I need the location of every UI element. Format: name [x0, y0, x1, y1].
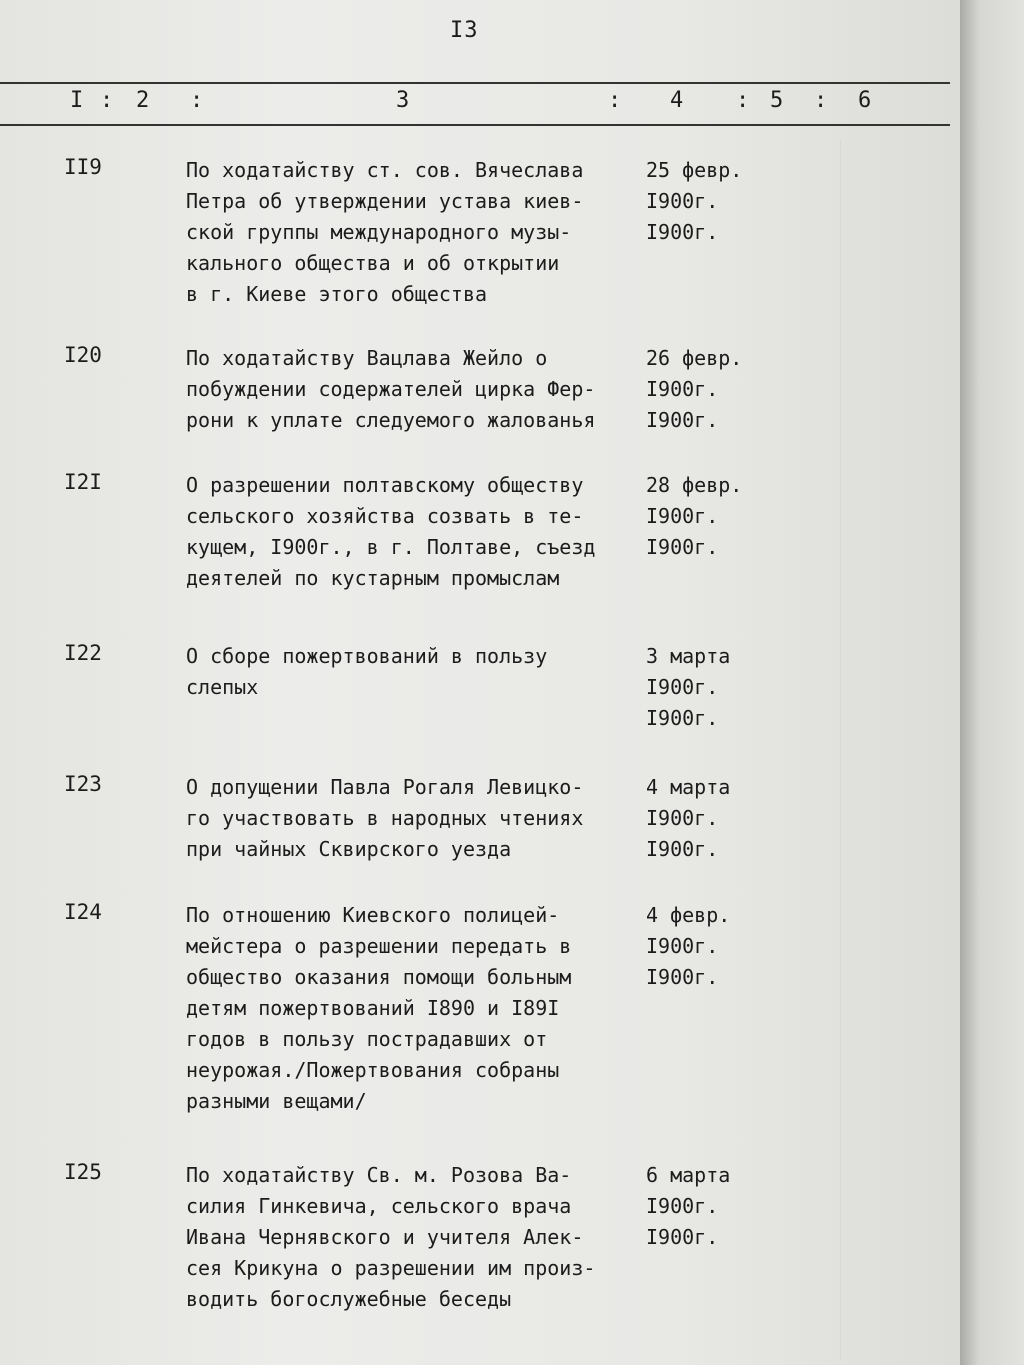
column-separator: : [608, 88, 622, 113]
description-line: По ходатайству Вацлава Жейло о [186, 346, 548, 370]
description-line: слепых [186, 675, 259, 699]
entry-number: I23 [64, 772, 102, 796]
entry-number: I25 [64, 1160, 102, 1184]
column-header-1: I [70, 88, 84, 113]
entry-dates [646, 1160, 776, 1253]
description-line: ской группы международного музы- [186, 220, 572, 244]
date-line: I900г. [646, 220, 719, 244]
column-guide [840, 140, 841, 1360]
description-line: По ходатайству ст. сов. Вячеслава [186, 158, 584, 182]
description-line: неурожая./Пожертвования собраны [186, 1058, 560, 1082]
date-line: I900г. [646, 837, 719, 861]
date-line: 6 марта [646, 1163, 731, 1187]
entry-description [186, 343, 656, 436]
column-header-2: 2 [136, 88, 150, 113]
date-line: I900г. [646, 1194, 719, 1218]
date-line: I900г. [646, 806, 719, 830]
entry-dates [646, 155, 776, 248]
entry-description [186, 470, 656, 594]
entry-number: I24 [64, 900, 102, 924]
description-line: побуждении содержателей цирка Фер- [186, 377, 596, 401]
description-line: рони к уплате следуемого жалованья [186, 408, 596, 432]
entry-dates [646, 343, 776, 436]
description-line: кального общества и об открытии [186, 251, 560, 275]
entry-dates [646, 772, 776, 865]
entry-description [186, 155, 656, 310]
entry-description [186, 641, 656, 703]
date-line: 26 февр. [646, 346, 743, 370]
description-line: при чайных Сквирского уезда [186, 837, 512, 861]
entry-dates [646, 470, 776, 563]
page-number: I3 [450, 18, 479, 43]
column-separator: : [814, 88, 828, 113]
entry-number: I20 [64, 343, 102, 367]
header-rule-top [0, 82, 950, 84]
entry-dates [646, 900, 776, 993]
description-line: Петра об утверждении устава киев- [186, 189, 584, 213]
header-rule-bottom [0, 124, 950, 126]
description-line: общество оказания помощи больным [186, 965, 572, 989]
description-line: сельского хозяйства созвать в те- [186, 504, 584, 528]
date-line: I900г. [646, 706, 719, 730]
page-edge-background [960, 0, 1024, 1365]
date-line: 4 марта [646, 775, 731, 799]
description-line: водить богослужебные беседы [186, 1287, 512, 1311]
entry-number: I22 [64, 641, 102, 665]
description-line: разными вещами/ [186, 1089, 367, 1113]
date-line: I900г. [646, 1225, 719, 1249]
description-line: го участвовать в народных чтениях [186, 806, 584, 830]
date-line: 3 марта [646, 644, 731, 668]
description-line: О сборе пожертвований в пользу [186, 644, 548, 668]
entry-number: II9 [64, 155, 102, 179]
description-line: сея Крикуна о разрешении им произ- [186, 1256, 596, 1280]
date-line: I900г. [646, 377, 719, 401]
description-line: годов в пользу пострадавших от [186, 1027, 548, 1051]
description-line: деятелей по кустарным промыслам [186, 566, 560, 590]
column-header-4: 4 [670, 88, 684, 113]
description-line: По ходатайству Св. м. Розова Ва- [186, 1163, 572, 1187]
date-line: I900г. [646, 535, 719, 559]
entry-description [186, 772, 656, 865]
date-line: 28 февр. [646, 473, 743, 497]
entry-description [186, 1160, 656, 1315]
description-line: детям пожертвований I890 и I89I [186, 996, 560, 1020]
entry-number: I2I [64, 470, 102, 494]
description-line: силия Гинкевича, сельского врача [186, 1194, 572, 1218]
column-header-5: 5 [770, 88, 784, 113]
description-line: О допущении Павла Рогаля Левицко- [186, 775, 584, 799]
column-separator: : [100, 88, 114, 113]
entry-description [186, 900, 656, 1117]
date-line: 25 февр. [646, 158, 743, 182]
description-line: кущем, I900г., в г. Полтаве, съезд [186, 535, 596, 559]
description-line: О разрешении полтавскому обществу [186, 473, 584, 497]
entry-dates [646, 641, 776, 734]
date-line: I900г. [646, 965, 719, 989]
column-header-3: 3 [396, 88, 410, 113]
date-line: 4 февр. [646, 903, 731, 927]
column-separator: : [736, 88, 750, 113]
column-header-6: 6 [858, 88, 872, 113]
date-line: I900г. [646, 675, 719, 699]
date-line: I900г. [646, 504, 719, 528]
description-line: мейстера о разрешении передать в [186, 934, 572, 958]
date-line: I900г. [646, 408, 719, 432]
description-line: Ивана Чернявского и учителя Алек- [186, 1225, 584, 1249]
date-line: I900г. [646, 934, 719, 958]
date-line: I900г. [646, 189, 719, 213]
column-header-row [0, 88, 950, 118]
column-separator: : [190, 88, 204, 113]
description-line: в г. Киеве этого общества [186, 282, 488, 306]
description-line: По отношению Киевского полицей- [186, 903, 560, 927]
